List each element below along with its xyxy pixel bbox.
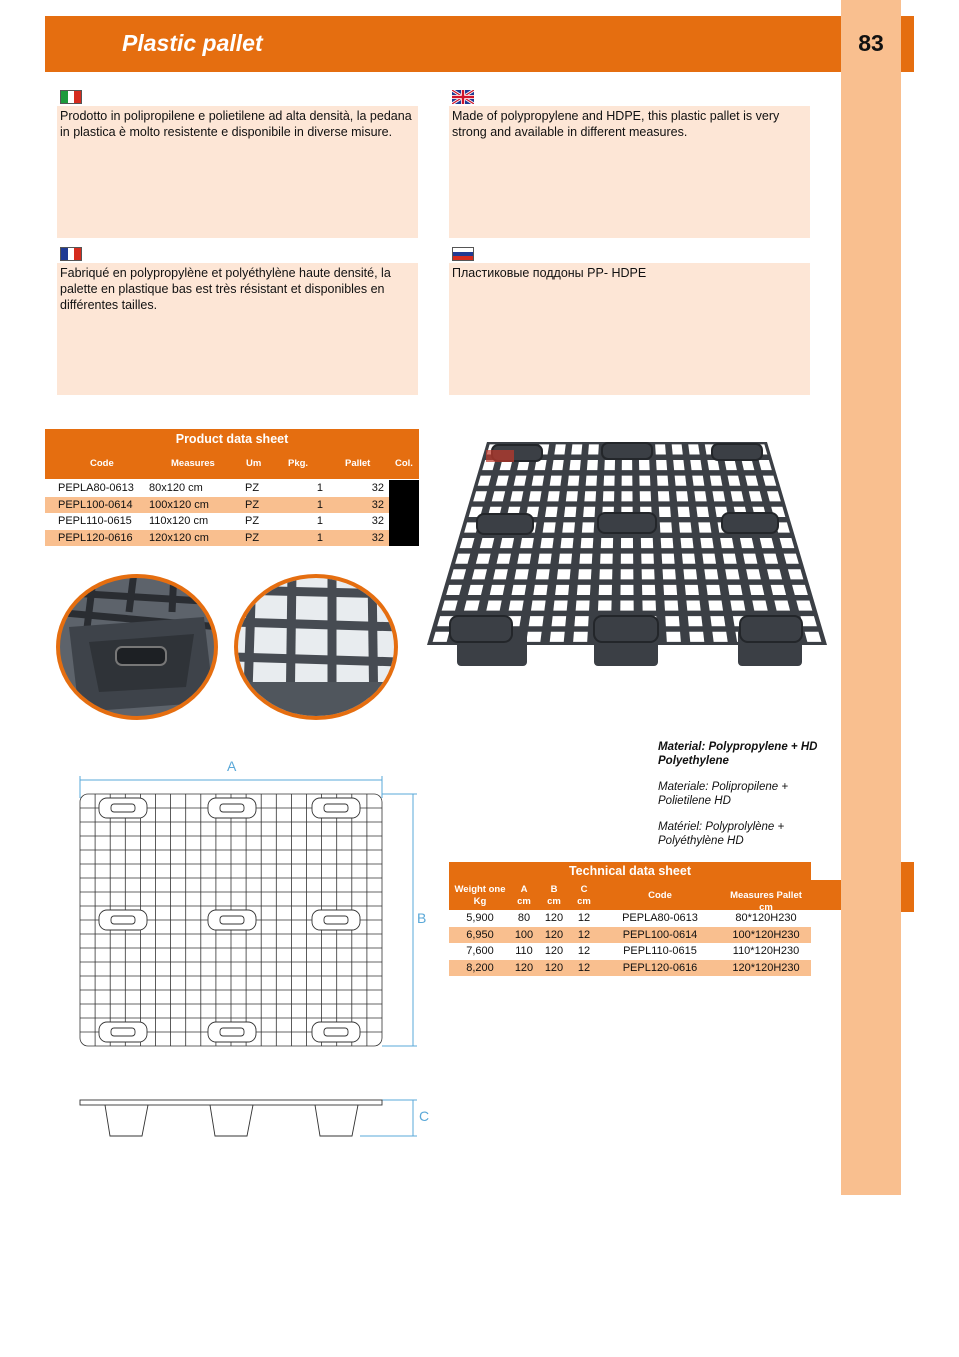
cell-um: PZ (245, 531, 260, 544)
page-title: Plastic pallet (122, 30, 263, 56)
col-c: C cm (577, 884, 591, 907)
product-data-sheet (45, 429, 419, 546)
table-row (449, 910, 811, 927)
cell-um: PZ (245, 515, 260, 527)
col-um: Um (246, 458, 262, 469)
cell-weight: 6,950 (466, 928, 494, 941)
cell-measures: 80x120 cm (149, 482, 203, 494)
table-row (449, 943, 811, 960)
cell-um: PZ (245, 482, 260, 494)
product-sheet-title: Product data sheet (45, 429, 419, 449)
col-tech-code: Code (648, 890, 672, 901)
description-ru: Пластиковые поддоны PP- HDPE (449, 263, 810, 395)
description-fr: Fabriqué en polypropylène et polyéthylène haute densité, la palette en plastique bas est très résistant et disponibles en différentes tailles. (57, 263, 418, 395)
russia-flag-icon (452, 247, 474, 261)
side-tab-lower (901, 862, 914, 912)
cell-b: 120 (544, 945, 564, 957)
material-fr: Matériel: Polyprolylène + Polyéthylène HD (658, 821, 785, 847)
cell-b: 120 (544, 912, 564, 924)
side-strip (841, 0, 901, 1195)
material-en: Material: Polypropylene + HD Polyethylene (658, 741, 818, 767)
material-it: Materiale: Polipropilene + Polietilene HD (658, 781, 789, 807)
description-en: Made of polypropylene and HDPE, this plastic pallet is very strong and available in different measures. (449, 106, 810, 238)
cell-pkg: 1 (316, 498, 323, 511)
uk-flag-icon (452, 90, 474, 104)
cell-pallet: 32 (371, 531, 384, 544)
cell-b: 120 (544, 928, 564, 941)
cell-code: PEPL100-0614 (622, 928, 698, 941)
product-sheet-header (45, 449, 419, 479)
cell-c: 12 (577, 945, 591, 957)
cell-a: 100 (514, 928, 534, 941)
dimension-c-label: C (419, 1108, 430, 1124)
cell-pkg: 1 (316, 531, 323, 544)
col-weight: Weight one Kg (454, 884, 506, 907)
table-row (45, 530, 389, 547)
cell-code: PEPLA80-0613 (622, 912, 698, 924)
italy-flag-icon (60, 90, 82, 104)
cell-measures: 120x120 cm (149, 531, 209, 544)
cell-measures: 110*120H230 (732, 945, 800, 957)
cell-code: PEPL110-0615 (623, 945, 697, 957)
cell-measures: 100x120 cm (149, 498, 209, 511)
color-swatch (389, 480, 419, 546)
dimension-a-label: A (227, 758, 237, 774)
cell-weight: 5,900 (466, 912, 494, 924)
table-row (449, 927, 811, 944)
cell-measures: 80*120H230 (735, 912, 797, 924)
cell-a: 120 (514, 961, 534, 974)
technical-drawing (70, 758, 440, 1143)
description-it: Prodotto in polipropilene e polietilene ad alta densità, la pedana in plastica è molto resistente e disponibile in diverse misure. (57, 106, 418, 238)
cell-pallet: 32 (371, 482, 384, 494)
material-info (658, 741, 828, 861)
cell-code: PEPL120-0616 (58, 531, 133, 544)
page-number: 83 (858, 30, 884, 56)
side-tab (901, 16, 914, 72)
cell-code: PEPL120-0616 (622, 961, 698, 974)
closeup-grid-image (232, 572, 400, 722)
cell-pkg: 1 (316, 482, 323, 494)
cell-code: PEPL100-0614 (58, 498, 133, 511)
col-code: Code (90, 458, 114, 469)
cell-c: 12 (577, 928, 591, 941)
col-col: Col. (395, 458, 413, 469)
technical-sheet-title: Technical data sheet (449, 862, 811, 880)
pallet-photo (422, 440, 830, 670)
cell-c: 12 (577, 912, 591, 924)
technical-data-sheet (449, 862, 841, 976)
cell-um: PZ (245, 498, 260, 511)
cell-pallet: 32 (371, 515, 384, 527)
table-row (45, 513, 389, 530)
cell-weight: 7,600 (466, 945, 494, 957)
table-row (45, 480, 389, 497)
cell-a: 110 (515, 945, 533, 957)
cell-code: PEPL110-0615 (58, 515, 132, 527)
dimension-b-label: B (417, 910, 427, 926)
col-pallet: Pallet (345, 458, 371, 469)
col-pkg: Pkg. (288, 458, 309, 469)
table-row (45, 497, 389, 514)
cell-weight: 8,200 (466, 961, 494, 974)
cell-measures: 110x120 cm (149, 515, 209, 527)
closeup-foot-image (54, 572, 220, 722)
cell-code: PEPLA80-0613 (58, 482, 134, 494)
cell-a: 80 (517, 912, 531, 924)
col-measures: Measures (171, 458, 215, 469)
cell-b: 120 (544, 961, 564, 974)
cell-pkg: 1 (316, 515, 323, 527)
cell-pallet: 32 (371, 498, 384, 511)
table-row (449, 960, 811, 977)
cell-measures: 120*120H230 (732, 961, 800, 974)
france-flag-icon (60, 247, 82, 261)
col-b: B cm (547, 884, 561, 907)
col-a: A cm (517, 884, 531, 907)
cell-c: 12 (577, 961, 591, 974)
technical-sheet-header (449, 880, 841, 913)
col-measures-pallet: Measures Pallet cm (730, 890, 802, 913)
cell-measures: 100*120H230 (732, 928, 800, 941)
